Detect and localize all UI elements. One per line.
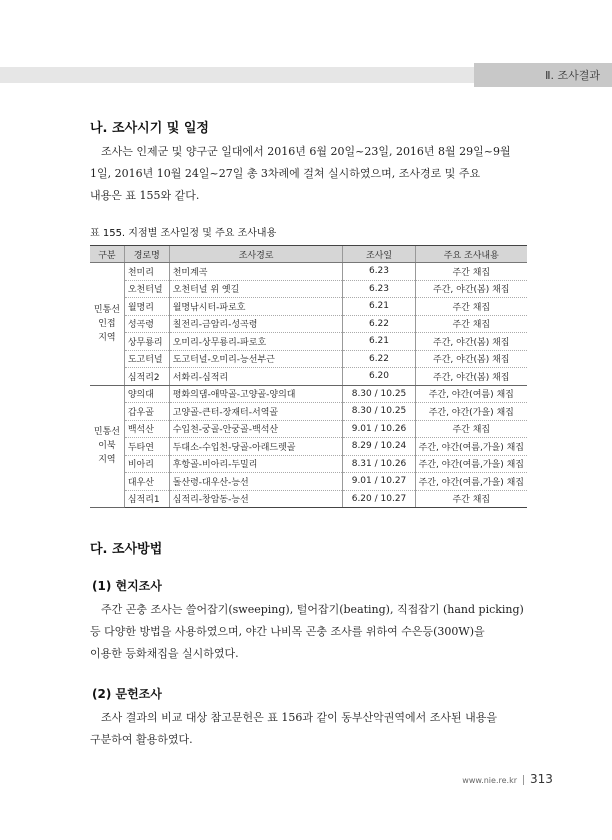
paragraph-line: 이용한 등화채집을 실시하였다. bbox=[90, 647, 239, 660]
table-header-row bbox=[90, 246, 527, 263]
date-cell: 6.23 bbox=[343, 263, 415, 281]
date-cell: 6.22 bbox=[343, 315, 415, 333]
date-cell: 6.23 bbox=[343, 280, 415, 298]
page-number: 313 bbox=[530, 772, 553, 786]
table-row bbox=[90, 280, 527, 298]
content-cell: 주간, 야간(여름) 채집 bbox=[415, 385, 527, 403]
paragraph-line: 등 다양한 방법을 사용하였으며, 야간 나비목 곤충 조사를 위하여 수은등(300W)을 bbox=[90, 625, 485, 638]
route-cell: 오미리-상무룡리-파로호 bbox=[169, 333, 343, 351]
route-cell: 후항골-비아리-두밀리 bbox=[169, 455, 343, 473]
content-cell: 주간 채집 bbox=[415, 490, 527, 508]
route-cell: 고양골-큰터-장재터-서역골 bbox=[169, 403, 343, 421]
content-cell: 주간, 야간(가을) 채집 bbox=[415, 403, 527, 421]
table-row bbox=[90, 403, 527, 421]
content-cell: 주간 채집 bbox=[415, 263, 527, 281]
section-title-da: 다. 조사방법 bbox=[90, 542, 163, 557]
paragraph-line: 1일, 2016년 10월 24일~27일 총 3차례에 걸쳐 실시하였으며, 조사경로 및 주요 bbox=[90, 167, 481, 180]
header-cell-division: 구분 bbox=[90, 246, 124, 263]
region-line: 민통선 bbox=[93, 427, 120, 438]
route-name-cell: 오천터널 bbox=[124, 280, 169, 298]
table-row bbox=[90, 490, 527, 508]
subsection-title-field: (1) 현지조사 bbox=[92, 579, 162, 593]
date-cell: 6.22 bbox=[343, 350, 415, 368]
route-name-cell: 성곡령 bbox=[124, 315, 169, 333]
route-cell: 평화의댐-애막골-고양골-양의대 bbox=[169, 385, 343, 403]
section-title-na: 나. 조사시기 및 일정 bbox=[90, 121, 209, 136]
date-cell: 6.21 bbox=[343, 298, 415, 316]
date-cell: 8.31 / 10.26 bbox=[343, 455, 415, 473]
content-cell: 주간, 야간(봄) 채집 bbox=[415, 350, 527, 368]
date-cell: 6.20 / 10.27 bbox=[343, 490, 415, 508]
content-cell: 주간, 야간(여름,가을) 채집 bbox=[415, 455, 527, 473]
date-cell: 9.01 / 10.26 bbox=[343, 420, 415, 438]
table-caption: 표 155. 지점별 조사일정 및 주요 조사내용 bbox=[90, 228, 277, 239]
route-name-cell: 심적리2 bbox=[124, 368, 169, 386]
paragraph-line: 조사는 인제군 및 양구군 일대에서 2016년 6월 20일~23일, 2016년 8월 29일~9월 bbox=[101, 145, 511, 158]
content-cell: 주간 채집 bbox=[415, 315, 527, 333]
footer-separator bbox=[523, 775, 524, 785]
table-row bbox=[90, 315, 527, 333]
date-cell: 8.29 / 10.24 bbox=[343, 438, 415, 456]
region-line: 민통선 bbox=[93, 304, 120, 315]
route-cell: 천미계곡 bbox=[169, 263, 343, 281]
region-line: 지역 bbox=[98, 332, 116, 343]
table-row bbox=[90, 438, 527, 456]
region-line: 인접 bbox=[98, 318, 116, 329]
header-cell-route: 조사경로 bbox=[169, 246, 343, 263]
table-row bbox=[90, 263, 527, 281]
paragraph-literature-survey bbox=[90, 707, 527, 751]
table-row bbox=[90, 350, 527, 368]
header-cell-date: 조사일 bbox=[343, 246, 415, 263]
route-name-cell: 백석산 bbox=[124, 420, 169, 438]
route-cell: 두대소-수입천-당골-아래드렛골 bbox=[169, 438, 343, 456]
table-row bbox=[90, 420, 527, 438]
paragraph-line: 조사 결과의 비교 대상 참고문헌은 표 156과 같이 동부산악권역에서 조사된 내용을 bbox=[101, 711, 497, 724]
running-header: Ⅱ. 조사결과 bbox=[545, 69, 600, 82]
table-row bbox=[90, 385, 527, 403]
content-cell: 주간 채집 bbox=[415, 420, 527, 438]
content-cell: 주간, 야간(봄) 채집 bbox=[415, 280, 527, 298]
paragraph-line: 주간 곤충 조사는 쓸어잡기(sweeping), 털어잡기(beating), 직접잡기 (hand picking) bbox=[101, 603, 524, 616]
route-name-cell: 대우산 bbox=[124, 473, 169, 491]
route-cell: 월명낚시터-파로호 bbox=[169, 298, 343, 316]
region-line: 지역 bbox=[98, 455, 116, 466]
survey-schedule-table bbox=[90, 245, 527, 508]
region-line: 이북 bbox=[98, 441, 116, 452]
header-cell-route-name: 경로명 bbox=[124, 246, 169, 263]
route-name-cell: 심적리1 bbox=[124, 490, 169, 508]
route-cell: 수입천-궁골-안궁골-백석산 bbox=[169, 420, 343, 438]
route-name-cell: 월명리 bbox=[124, 298, 169, 316]
paragraph-field-survey bbox=[90, 599, 527, 665]
route-cell: 심적리-창암동-능선 bbox=[169, 490, 343, 508]
table-row bbox=[90, 455, 527, 473]
region-cell bbox=[90, 385, 124, 508]
route-name-cell: 상무룡리 bbox=[124, 333, 169, 351]
route-name-cell: 양의대 bbox=[124, 385, 169, 403]
subsection-title-literature: (2) 문헌조사 bbox=[92, 687, 162, 701]
route-cell: 칠전리-금암리-성곡령 bbox=[169, 315, 343, 333]
table-row bbox=[90, 298, 527, 316]
date-cell: 8.30 / 10.25 bbox=[343, 403, 415, 421]
region-cell bbox=[90, 263, 124, 386]
route-cell: 서화리-심적리 bbox=[169, 368, 343, 386]
content-cell: 주간, 야간(여름,가을) 채집 bbox=[415, 473, 527, 491]
content-cell: 주간, 야간(봄) 채집 bbox=[415, 333, 527, 351]
footer-url: www.nie.re.kr bbox=[462, 776, 517, 785]
table-row bbox=[90, 368, 527, 386]
table-row bbox=[90, 333, 527, 351]
content-cell: 주간, 야간(여름,가을) 채집 bbox=[415, 438, 527, 456]
route-name-cell: 비아리 bbox=[124, 455, 169, 473]
paragraph-line: 내용은 표 155와 같다. bbox=[90, 189, 200, 202]
route-name-cell: 두타연 bbox=[124, 438, 169, 456]
route-name-cell: 도고터널 bbox=[124, 350, 169, 368]
paragraph-schedule bbox=[90, 141, 527, 207]
route-cell: 도고터널-오미리-능선부근 bbox=[169, 350, 343, 368]
date-cell: 6.21 bbox=[343, 333, 415, 351]
header-cell-content: 주요 조사내용 bbox=[415, 246, 527, 263]
route-name-cell: 천미리 bbox=[124, 263, 169, 281]
route-cell: 돌산령-대우산-능선 bbox=[169, 473, 343, 491]
route-cell: 오천터널 위 옛길 bbox=[169, 280, 343, 298]
date-cell: 6.20 bbox=[343, 368, 415, 386]
date-cell: 8.30 / 10.25 bbox=[343, 385, 415, 403]
route-name-cell: 갑우골 bbox=[124, 403, 169, 421]
date-cell: 9.01 / 10.27 bbox=[343, 473, 415, 491]
paragraph-line: 구분하여 활용하였다. bbox=[90, 733, 193, 746]
table-row bbox=[90, 473, 527, 491]
content-cell: 주간, 야간(봄) 채집 bbox=[415, 368, 527, 386]
content-cell: 주간 채집 bbox=[415, 298, 527, 316]
